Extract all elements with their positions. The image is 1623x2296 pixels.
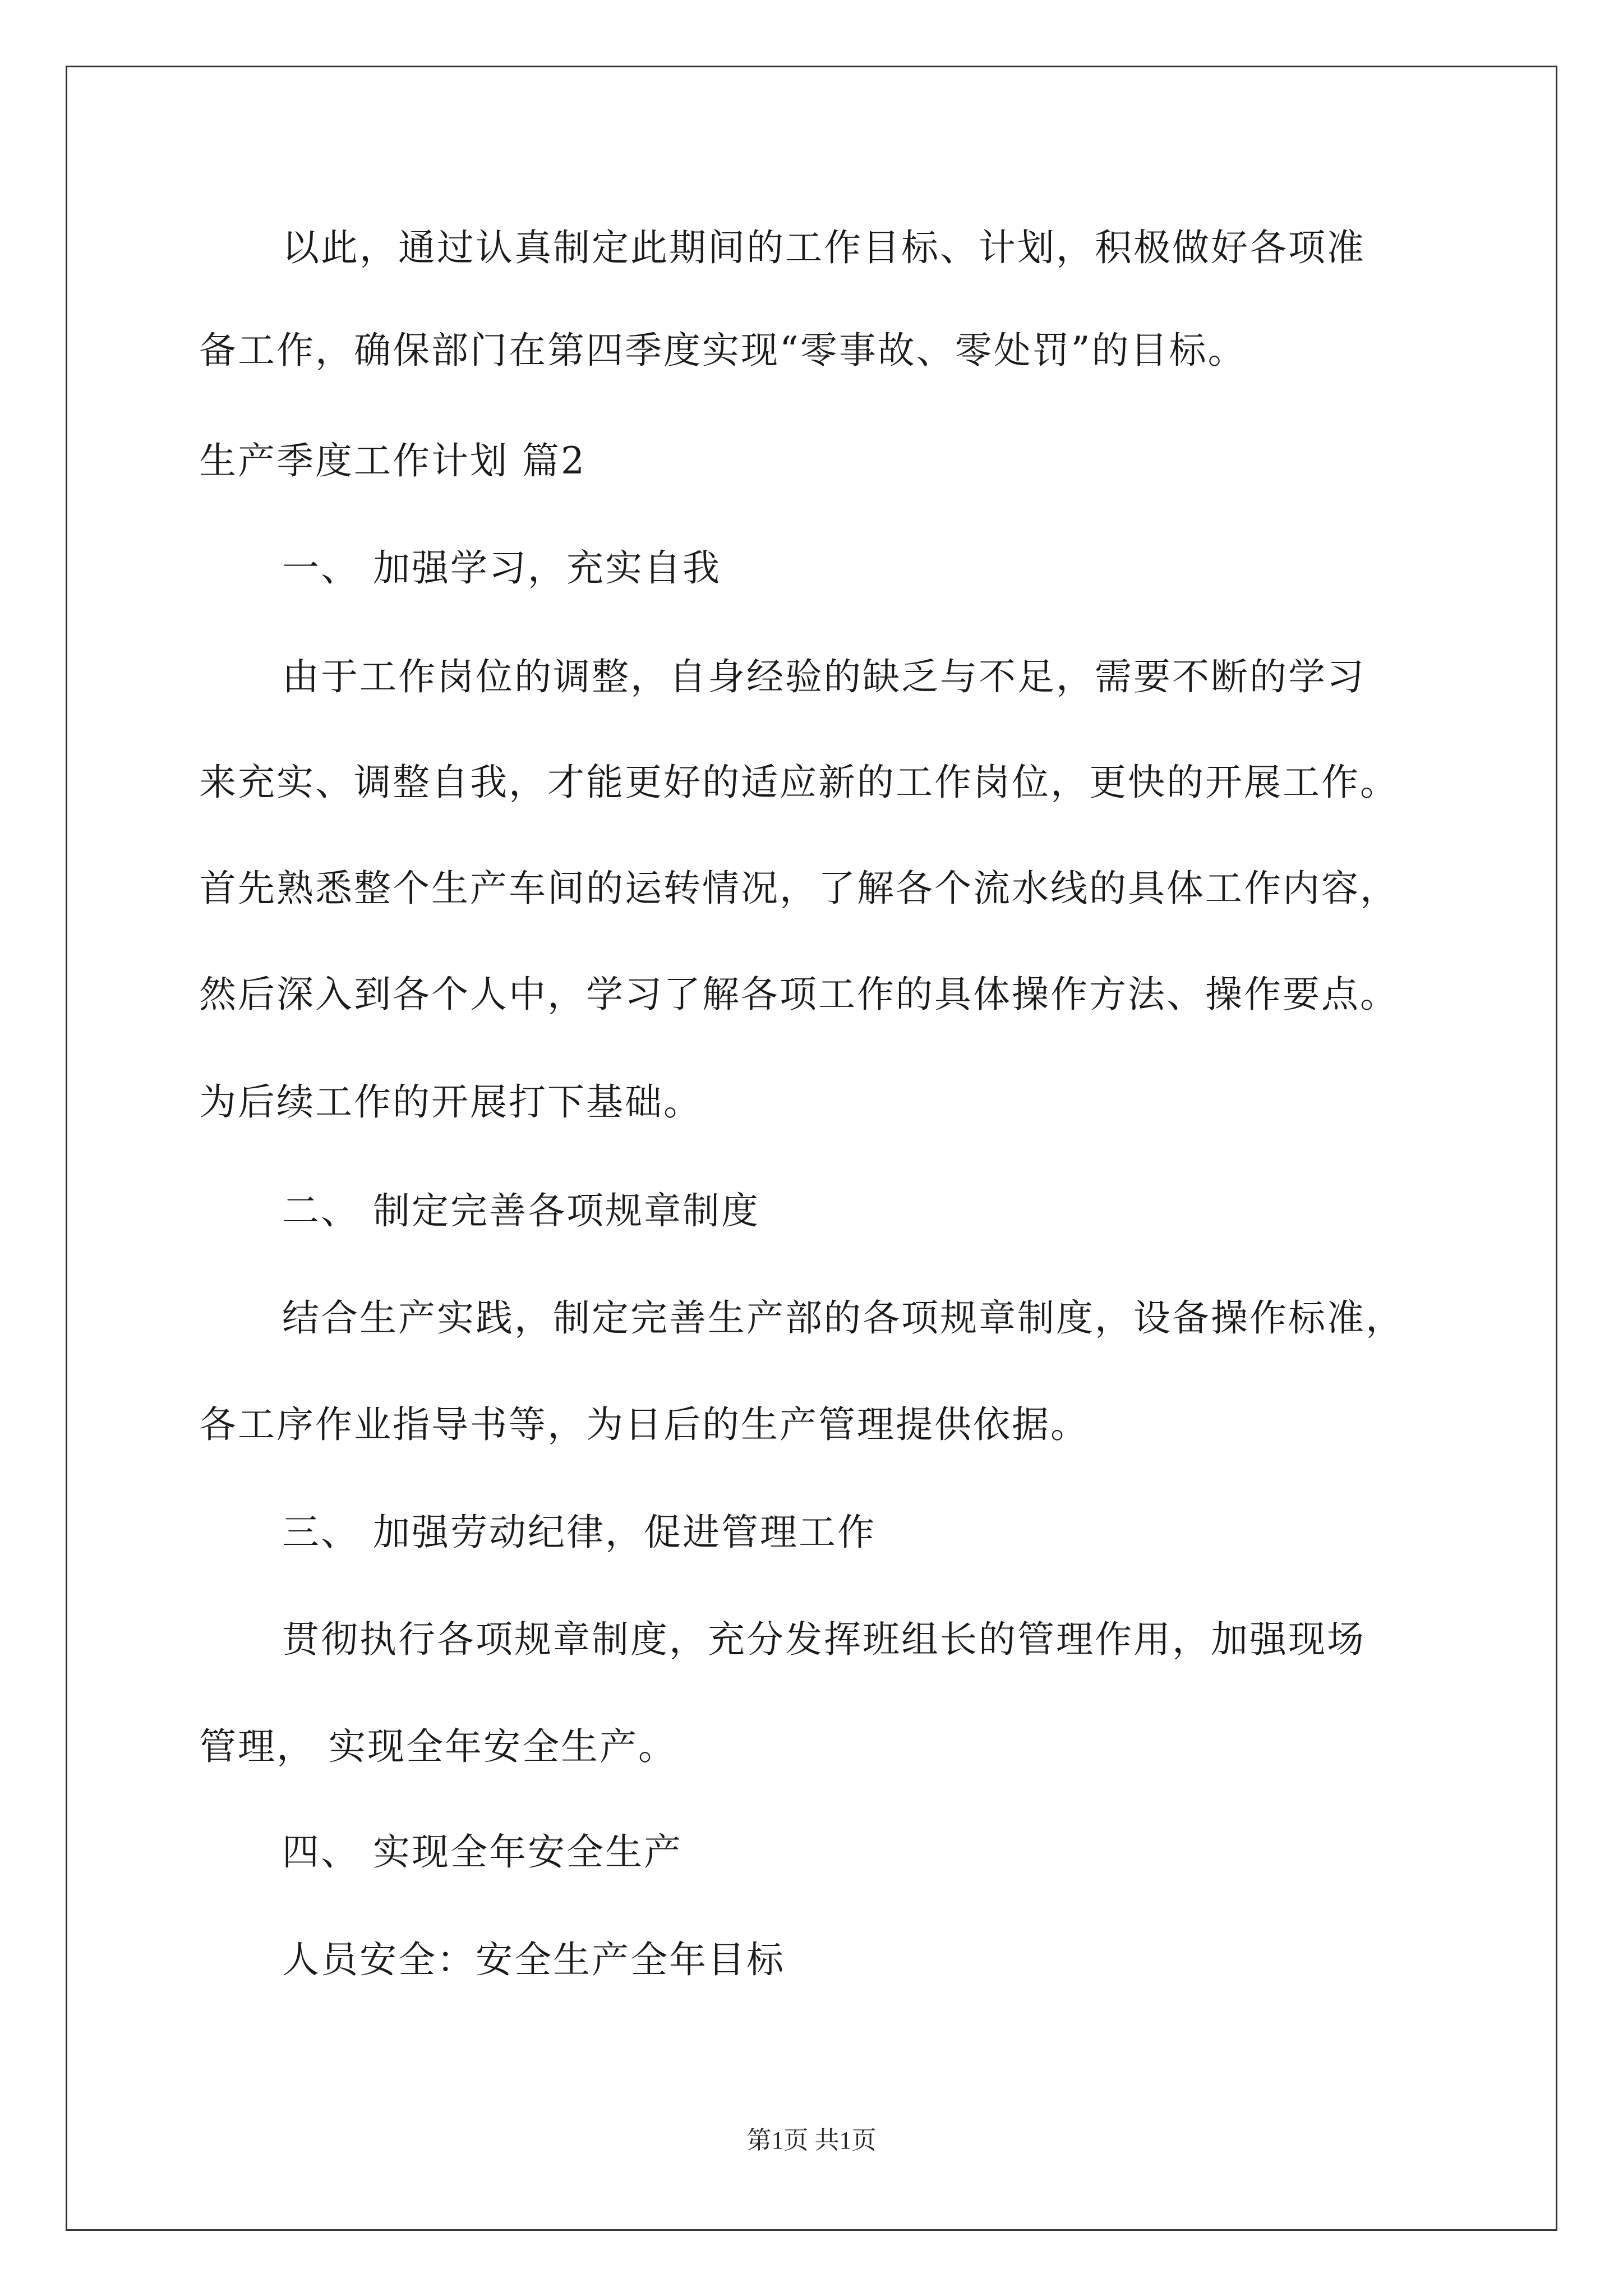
text-line: 管理， 实现全年安全生产。 (199, 1725, 677, 1768)
text-line: 结合生产实践，制定完善生产部的各项规章制度，设备操作标准， (282, 1296, 1404, 1340)
text-line: 备工作，确保部门在第四季度实现“零事故、零处罚”的目标。 (199, 329, 1247, 372)
text-line: 首先熟悉整个生产车间的运转情况，了解各个流水线的具体工作内容， (199, 867, 1399, 910)
text-line: 各工序作业指导书等，为日后的生产管理提供依据。 (199, 1403, 1089, 1446)
heading-1: 一、 加强学习，充实自我 (282, 546, 721, 590)
heading-2: 二、 制定完善各项规章制度 (282, 1189, 760, 1232)
text-line: 贯彻执行各项规章制度，充分发挥班组长的管理作用，加强现场 (282, 1618, 1366, 1661)
text-line: 然后深入到各个人中，学习了解各项工作的具体操作方法、操作要点。 (199, 973, 1399, 1016)
text-line: 来充实、调整自我，才能更好的适应新的工作岗位，更快的开展工作。 (199, 761, 1399, 804)
section-title: 生产季度工作计划 篇2 (199, 439, 586, 482)
heading-4: 四、 实现全年安全生产 (282, 1830, 683, 1874)
page-border (66, 66, 1557, 2231)
text-line: 人员安全：安全生产全年目标 (282, 1938, 785, 1981)
text-line: 以此，通过认真制定此期间的工作目标、计划，积极做好各项准 (282, 226, 1366, 269)
text-line: 由于工作岗位的调整，自身经验的缺乏与不足，需要不断的学习 (282, 655, 1366, 698)
heading-3: 三、 加强劳动纪律，促进管理工作 (282, 1511, 876, 1554)
text-line: 为后续工作的开展打下基础。 (199, 1080, 702, 1124)
page-footer: 第1页 共1页 (746, 2127, 877, 2154)
